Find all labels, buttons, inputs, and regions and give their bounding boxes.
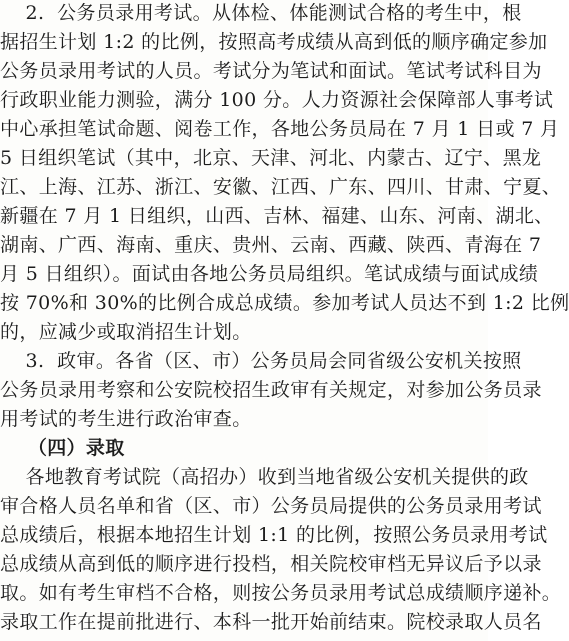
text-line: 湖南、广西、海南、重庆、贵州、云南、西藏、陕西、青海在 7 [0, 234, 542, 256]
text-line: 新疆在 7 月 1 日组织，山西、吉林、福建、山东、河南、湖北、 [0, 205, 554, 227]
text-line: 月 5 日组织）。面试由各地公务员局组织。笔试成绩与面试成绩 [0, 263, 539, 285]
text-line: 中心承担笔试命题、阅卷工作，各地公务员局在 7 月 1 日或 7 月 [0, 118, 560, 140]
text-line: 录取工作在提前批进行、本科一批开始前结束。院校录取人员名 [0, 611, 542, 633]
text-line: 公务员录用考察和公安院校招生政审有关规定，对参加公务员录 [0, 379, 542, 401]
text-line: 用考试的考生进行政治审查。 [0, 408, 252, 430]
text-line: 各地教育考试院（高招办）收到当地省级公安机关提供的政 [0, 466, 529, 488]
text-line: 总成绩后，根据本地招生计划 1:1 的比例，按照公务员录用考试 [0, 524, 548, 546]
text-line: 行政职业能力测验，满分 100 分。人力资源社会保障部人事考试 [0, 89, 554, 111]
text-line: 总成绩从高到低的顺序进行投档，相关院校审档无异议后予以录 [0, 553, 542, 575]
text-line: 按 70%和 30%的比例合成总成绩。参加考试人员达不到 1:2 比例 [0, 292, 569, 314]
text-line: 5 日组织笔试（其中，北京、天津、河北、内蒙古、辽宁、黑龙 [0, 147, 542, 169]
text-line: 江、上海、江苏、浙江、安徽、江西、广东、四川、甘肃、宁夏、 [0, 176, 562, 198]
text-line: 公务员录用考试的人员。考试分为笔试和面试。笔试考试科目为 [0, 60, 542, 82]
text-line: 据招生计划 1:2 的比例，按照高考成绩从高到低的顺序确定参加 [0, 31, 548, 53]
text-line: 3. 政审。各省（区、市）公务员局会同省级公安机关按照 [0, 350, 522, 372]
section-heading: （四）录取 [0, 437, 125, 459]
text-line: 审合格人员名单和省（区、市）公务员局提供的公务员录用考试 [0, 495, 542, 517]
text-line: 2. 公务员录用考试。从体检、体能测试合格的考生中，根 [0, 2, 522, 24]
text-line: 取。如有考生审档不合格，则按公务员录用考试总成绩顺序递补。 [0, 582, 562, 604]
text-line: 的，应减少或取消招生计划。 [0, 321, 252, 343]
